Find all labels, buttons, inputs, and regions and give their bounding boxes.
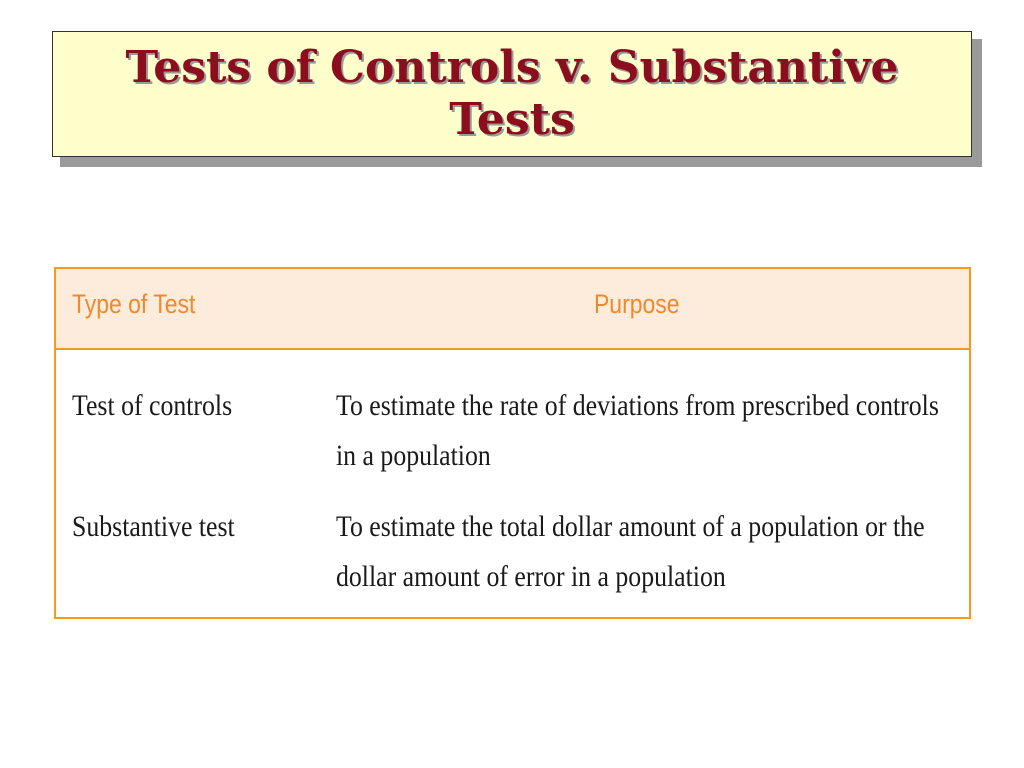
row-purpose-cell: To estimate the total dollar amount of a population or the dollar amount of error in a population [336,510,925,593]
row-type-cell: Test of controls [72,389,233,422]
comparison-table [54,267,971,619]
header-type-of-test: Type of Test [72,289,196,319]
slide-title: Tests of Controls v. Substantive Tests [125,42,899,145]
row-purpose-cell: To estimate the rate of deviations from prescribed controls in a population [336,389,939,472]
table-header-row [56,269,969,350]
header-purpose: Purpose [594,289,680,319]
row-type-cell: Substantive test [72,510,235,543]
title-box [52,31,972,157]
